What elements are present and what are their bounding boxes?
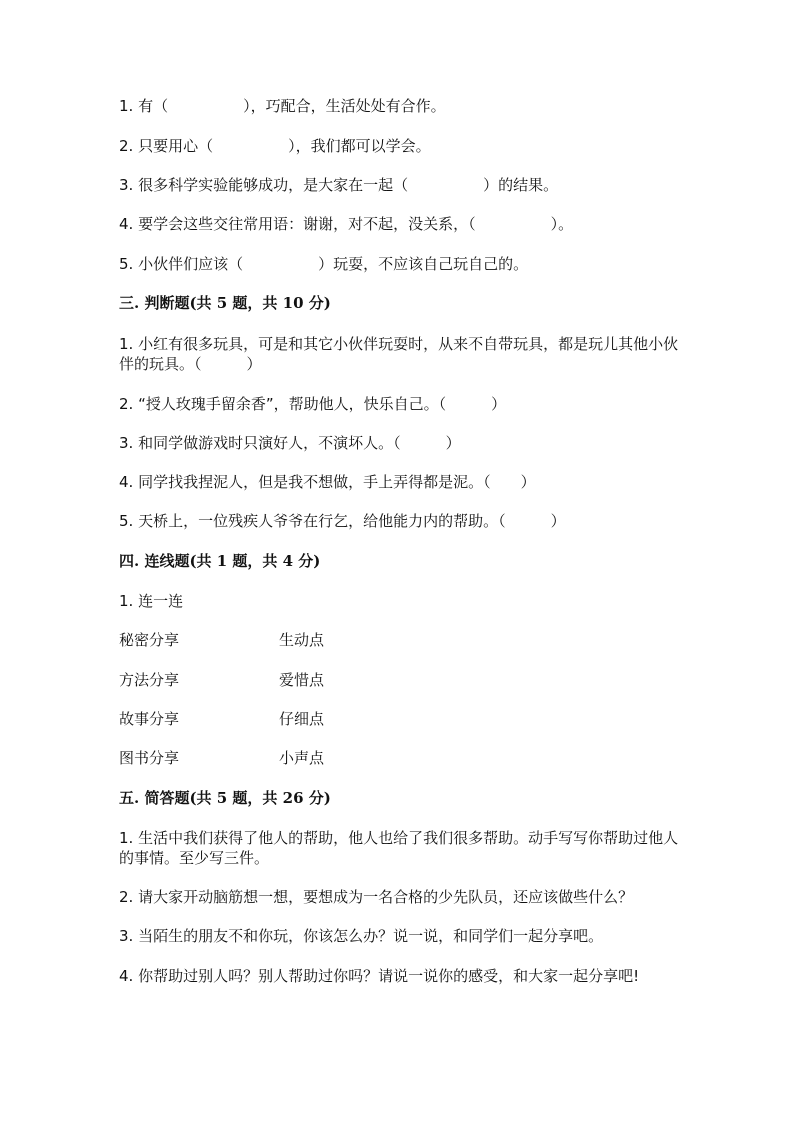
fill-blank-item-4: 4. 要学会这些交往常用语：谢谢，对不起，没关系，（ ）。 — [119, 215, 574, 233]
judgement-item-4: 4. 同学找我捏泥人，但是我不想做，手上弄得都是泥。（ ） — [119, 473, 536, 491]
short-answer-item-1: 1. 生活中我们获得了他人的帮助，他人也给了我们很多帮助。动手写写你帮助过他人的事情。至少写三件。 — [119, 829, 679, 867]
matching-right-2: 爱惜点 — [279, 671, 325, 689]
short-answer-item-4: 4. 你帮助过别人吗？别人帮助过你吗？请说一说你的感受，和大家一起分享吧! — [119, 967, 640, 985]
fill-blank-item-3: 3. 很多科学实验能够成功，是大家在一起（ ）的结果。 — [119, 176, 559, 194]
fill-blank-item-1: 1. 有（ ），巧配合，生活处处有合作。 — [119, 97, 446, 115]
matching-question: 1. 连一连 — [119, 592, 184, 610]
judgement-item-3: 3. 和同学做游戏时只演好人，不演坏人。（ ） — [119, 434, 461, 452]
short-answer-item-2: 2. 请大家开动脑筋想一想，要想成为一名合格的少先队员，还应该做些什么？ — [119, 888, 634, 906]
section-heading-matching: 四. 连线题(共 1 题，共 4 分) — [119, 552, 321, 570]
matching-right-3: 仔细点 — [279, 710, 325, 728]
judgement-item-2: 2. “授人玫瑰手留余香”，帮助他人，快乐自己。（ ） — [119, 395, 507, 413]
section-heading-judgement: 三. 判断题(共 5 题，共 10 分) — [119, 294, 331, 312]
matching-left-3: 故事分享 — [119, 710, 180, 728]
judgement-item-1: 1. 小红有很多玩具，可是和其它小伙伴玩耍时，从来不自带玩具，都是玩儿其他小伙伴的玩具。（ ） — [119, 335, 679, 373]
matching-left-1: 秘密分享 — [119, 631, 180, 649]
matching-right-1: 生动点 — [279, 631, 325, 649]
matching-left-2: 方法分享 — [119, 671, 180, 689]
fill-blank-item-5: 5. 小伙伴们应该（ ）玩耍，不应该自己玩自己的。 — [119, 255, 529, 273]
fill-blank-item-2: 2. 只要用心（ ），我们都可以学会。 — [119, 137, 431, 155]
section-heading-short-answer: 五. 简答题(共 5 题，共 26 分) — [119, 789, 331, 807]
matching-left-4: 图书分享 — [119, 749, 180, 767]
matching-right-4: 小声点 — [279, 749, 325, 767]
short-answer-item-3: 3. 当陌生的朋友不和你玩，你该怎么办？说一说，和同学们一起分享吧。 — [119, 927, 604, 945]
judgement-item-5: 5. 天桥上，一位残疾人爷爷在行乞，给他能力内的帮助。（ ） — [119, 512, 566, 530]
